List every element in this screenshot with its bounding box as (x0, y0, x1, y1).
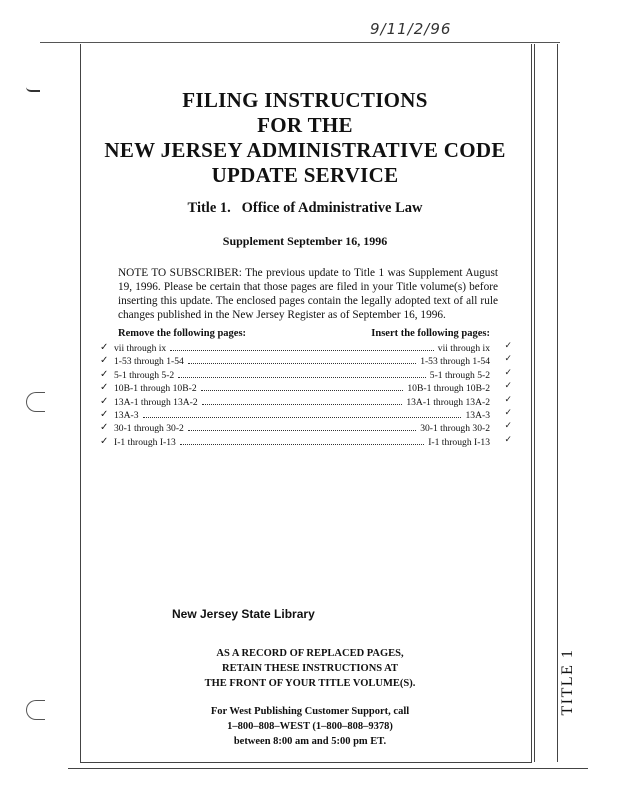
support-line: For West Publishing Customer Support, call (210, 706, 410, 717)
title-line: FILING INSTRUCTIONS (182, 88, 428, 112)
subscriber-note: NOTE TO SUBSCRIBER: The previous update to Title 1 was Supplement August 19, 1996. Please be certain that those pages are filed in your Title volume(s) before inserting this update. The enclosed pages contain the legally adopted text of all rule changes published in the New Jersey Register as of September 16, 1996. (118, 267, 498, 321)
checkmark-icon: ✓ (504, 434, 512, 445)
insert-pages: 13A-3 (465, 409, 490, 421)
checkmark-icon: ✓ (504, 421, 512, 432)
table-row (100, 434, 512, 449)
tab-strip (534, 44, 558, 762)
checkmark-icon: ✓ (504, 341, 512, 351)
insert-pages: I-1 through I-13 (428, 436, 490, 448)
checkmark-icon: ✓ (100, 355, 109, 367)
title-line: NEW JERSEY ADMINISTRATIVE CODE (104, 138, 506, 162)
table-row (100, 341, 512, 355)
table-row (100, 394, 512, 409)
title-tab-label: TITLE 1 (559, 648, 576, 716)
record-line: AS A RECORD OF REPLACED PAGES, (216, 648, 404, 659)
table-row (100, 407, 512, 422)
subtitle: Title 1. Office of Administrative Law (187, 200, 423, 216)
remove-pages: I-1 through I-13 (114, 436, 176, 448)
remove-header: Remove the following pages: (118, 328, 247, 339)
punch-hole-mark (26, 700, 45, 720)
title-line: UPDATE SERVICE (211, 163, 399, 187)
remove-pages: 13A-1 through 13A-2 (114, 396, 198, 408)
checkmark-icon: ✓ (100, 342, 109, 353)
table-row (100, 354, 512, 368)
customer-support (160, 704, 460, 749)
document-title (80, 88, 530, 188)
library-stamp: New Jersey State Library (172, 607, 315, 621)
dot-leader (143, 416, 462, 418)
checkmark-icon: ✓ (504, 381, 512, 392)
dot-leader (188, 362, 416, 364)
checkmark-icon: ✓ (504, 354, 512, 365)
table-row (100, 367, 512, 382)
checkmark-icon: ✓ (100, 408, 109, 420)
insert-pages: 1-53 through 1-54 (420, 356, 490, 368)
checkmark-icon: ✓ (504, 394, 512, 405)
insert-header: Insert the following pages: (371, 328, 490, 339)
table-row (100, 421, 512, 435)
checkmark-icon: ✓ (504, 367, 512, 378)
table-row (100, 381, 512, 395)
record-line: RETAIN THESE INSTRUCTIONS AT (222, 663, 398, 674)
support-hours: between 8:00 am and 5:00 pm ET. (233, 736, 387, 747)
record-line: THE FRONT OF YOUR TITLE VOLUME(S). (204, 678, 416, 689)
checkmark-icon: ✓ (100, 382, 109, 394)
dot-leader (170, 349, 434, 351)
title-line: FOR THE (257, 113, 353, 137)
dot-leader (202, 403, 403, 405)
remove-pages: 1-53 through 1-54 (114, 356, 184, 368)
remove-pages: 5-1 through 5-2 (114, 369, 175, 381)
checkmark-icon: ✓ (504, 407, 512, 418)
remove-pages: 10B-1 through 10B-2 (114, 383, 197, 395)
insert-pages: 13A-1 through 13A-2 (406, 396, 490, 408)
supplement-date: Supplement September 16, 1996 (222, 234, 388, 248)
insert-pages: 10B-1 through 10B-2 (407, 383, 490, 395)
remove-pages: 13A-3 (114, 409, 139, 421)
insert-pages: 5-1 through 5-2 (429, 369, 490, 381)
punch-hole-mark (26, 82, 40, 92)
remove-pages: 30-1 through 30-2 (114, 423, 184, 435)
support-phone: 1–800–808–WEST (1–800–808–9378) (227, 721, 393, 732)
checkmark-icon: ✓ (100, 435, 109, 447)
checkmark-icon: ✓ (100, 368, 109, 380)
scan-top-line (40, 42, 560, 43)
dot-leader (178, 376, 426, 378)
handwritten-date: 9/11/2/96 (370, 20, 452, 38)
bottom-rule (68, 768, 588, 769)
record-instructions (160, 646, 460, 691)
checkmark-icon: ✓ (100, 422, 109, 434)
insert-pages: 30-1 through 30-2 (420, 423, 490, 435)
remove-pages: vii through ix (114, 343, 167, 354)
dot-leader (188, 429, 416, 431)
dot-leader (180, 443, 424, 445)
dot-leader (201, 389, 404, 391)
punch-hole-mark (26, 392, 45, 412)
checkmark-icon: ✓ (100, 395, 109, 407)
insert-pages: vii through ix (437, 343, 490, 354)
page-list (100, 341, 512, 449)
